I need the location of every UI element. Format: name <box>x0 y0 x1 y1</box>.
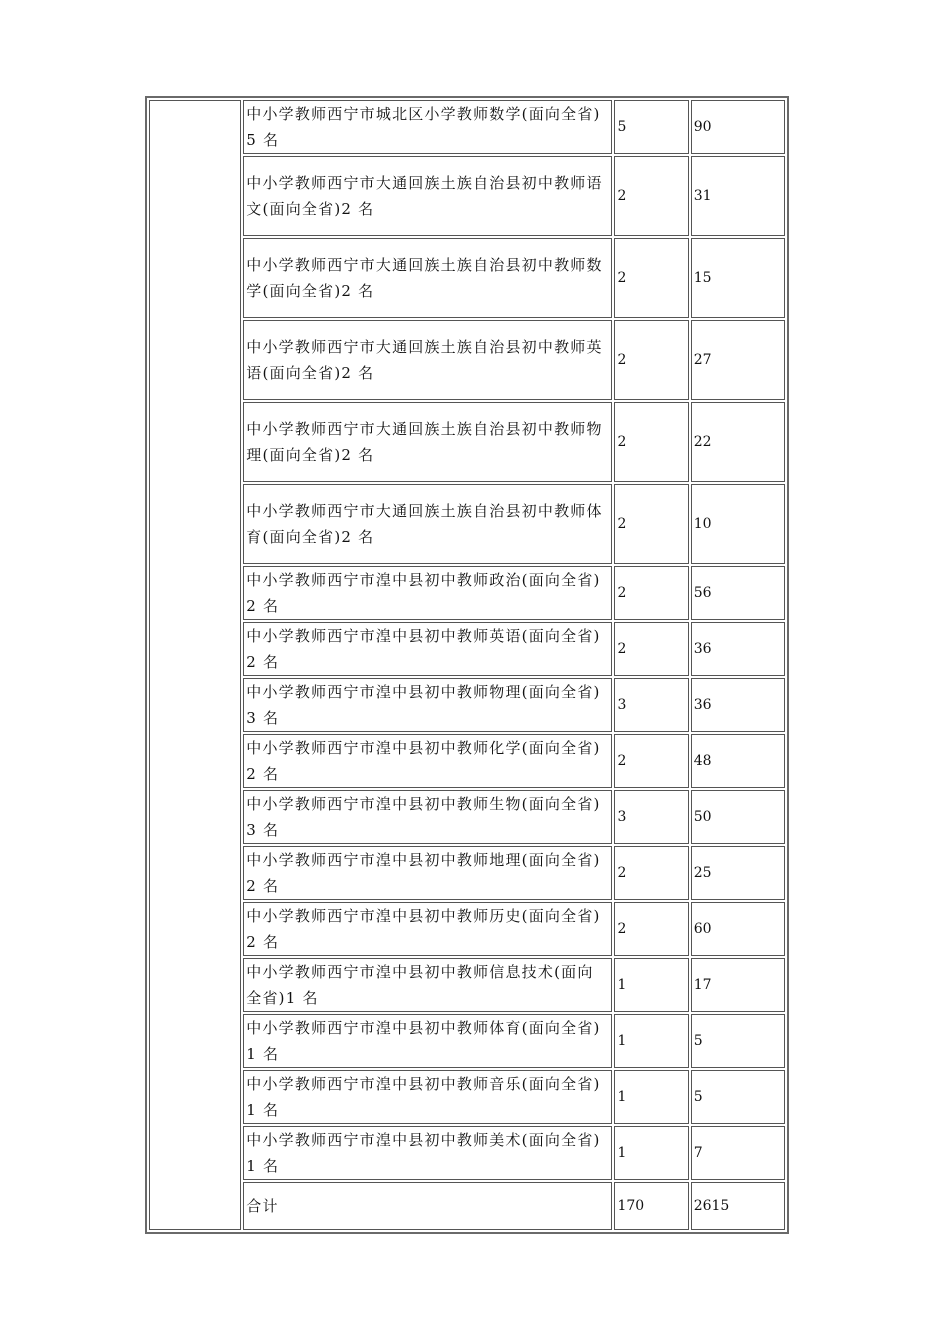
applicant-count-cell: 25 <box>691 846 785 900</box>
applicant-count-cell: 36 <box>691 622 785 676</box>
applicant-count-cell: 17 <box>691 958 785 1012</box>
table-row <box>149 958 785 1012</box>
position-name-cell: 中小学教师西宁市湟中县初中教师信息技术(面向全省)1 名 <box>243 958 612 1012</box>
quota-count-cell: 1 <box>614 958 688 1012</box>
table-row <box>149 790 785 844</box>
quota-count-cell: 1 <box>614 1014 688 1068</box>
recruitment-table <box>145 96 789 1234</box>
position-name-cell: 合计 <box>243 1182 612 1230</box>
table-row <box>149 100 785 154</box>
position-name-cell: 中小学教师西宁市湟中县初中教师体育(面向全省)1 名 <box>243 1014 612 1068</box>
quota-count-cell: 2 <box>614 846 688 900</box>
position-name-cell: 中小学教师西宁市湟中县初中教师物理(面向全省)3 名 <box>243 678 612 732</box>
applicant-count-cell: 5 <box>691 1070 785 1124</box>
position-name-cell: 中小学教师西宁市大通回族土族自治县初中教师英语(面向全省)2 名 <box>243 320 612 400</box>
position-name-cell: 中小学教师西宁市城北区小学教师数学(面向全省)5 名 <box>243 100 612 154</box>
position-name-cell: 中小学教师西宁市大通回族土族自治县初中教师语文(面向全省)2 名 <box>243 156 612 236</box>
table-row <box>149 622 785 676</box>
position-name-cell: 中小学教师西宁市湟中县初中教师英语(面向全省)2 名 <box>243 622 612 676</box>
applicant-count-cell: 22 <box>691 402 785 482</box>
empty-category-cell <box>149 100 241 1230</box>
quota-count-cell: 1 <box>614 1126 688 1180</box>
table-row <box>149 402 785 482</box>
table-row <box>149 734 785 788</box>
table-row <box>149 1182 785 1230</box>
quota-count-cell: 5 <box>614 100 688 154</box>
quota-count-cell: 2 <box>614 622 688 676</box>
applicant-count-cell: 7 <box>691 1126 785 1180</box>
position-name-cell: 中小学教师西宁市大通回族土族自治县初中教师数学(面向全省)2 名 <box>243 238 612 318</box>
applicant-count-cell: 31 <box>691 156 785 236</box>
table-row <box>149 156 785 236</box>
table-row <box>149 902 785 956</box>
quota-count-cell: 2 <box>614 484 688 564</box>
table-row <box>149 678 785 732</box>
quota-count-cell: 2 <box>614 566 688 620</box>
table-row <box>149 484 785 564</box>
quota-count-cell: 2 <box>614 238 688 318</box>
applicant-count-cell: 60 <box>691 902 785 956</box>
position-name-cell: 中小学教师西宁市大通回族土族自治县初中教师物理(面向全省)2 名 <box>243 402 612 482</box>
quota-count-cell: 1 <box>614 1070 688 1124</box>
table-row <box>149 238 785 318</box>
quota-count-cell: 2 <box>614 734 688 788</box>
table-row <box>149 1126 785 1180</box>
quota-count-cell: 2 <box>614 402 688 482</box>
applicant-count-cell: 2615 <box>691 1182 785 1230</box>
quota-count-cell: 170 <box>614 1182 688 1230</box>
quota-count-cell: 2 <box>614 902 688 956</box>
table-body <box>149 100 785 1230</box>
applicant-count-cell: 5 <box>691 1014 785 1068</box>
quota-count-cell: 3 <box>614 790 688 844</box>
position-name-cell: 中小学教师西宁市湟中县初中教师政治(面向全省)2 名 <box>243 566 612 620</box>
applicant-count-cell: 15 <box>691 238 785 318</box>
position-name-cell: 中小学教师西宁市湟中县初中教师音乐(面向全省)1 名 <box>243 1070 612 1124</box>
applicant-count-cell: 48 <box>691 734 785 788</box>
applicant-count-cell: 10 <box>691 484 785 564</box>
table-row <box>149 1070 785 1124</box>
applicant-count-cell: 90 <box>691 100 785 154</box>
table-row <box>149 1014 785 1068</box>
position-name-cell: 中小学教师西宁市湟中县初中教师地理(面向全省)2 名 <box>243 846 612 900</box>
table-row <box>149 566 785 620</box>
position-name-cell: 中小学教师西宁市湟中县初中教师化学(面向全省)2 名 <box>243 734 612 788</box>
table-row <box>149 320 785 400</box>
applicant-count-cell: 36 <box>691 678 785 732</box>
position-name-cell: 中小学教师西宁市大通回族土族自治县初中教师体育(面向全省)2 名 <box>243 484 612 564</box>
position-name-cell: 中小学教师西宁市湟中县初中教师美术(面向全省)1 名 <box>243 1126 612 1180</box>
position-name-cell: 中小学教师西宁市湟中县初中教师生物(面向全省)3 名 <box>243 790 612 844</box>
applicant-count-cell: 27 <box>691 320 785 400</box>
position-name-cell: 中小学教师西宁市湟中县初中教师历史(面向全省)2 名 <box>243 902 612 956</box>
table-row <box>149 846 785 900</box>
quota-count-cell: 3 <box>614 678 688 732</box>
quota-count-cell: 2 <box>614 320 688 400</box>
applicant-count-cell: 56 <box>691 566 785 620</box>
quota-count-cell: 2 <box>614 156 688 236</box>
applicant-count-cell: 50 <box>691 790 785 844</box>
